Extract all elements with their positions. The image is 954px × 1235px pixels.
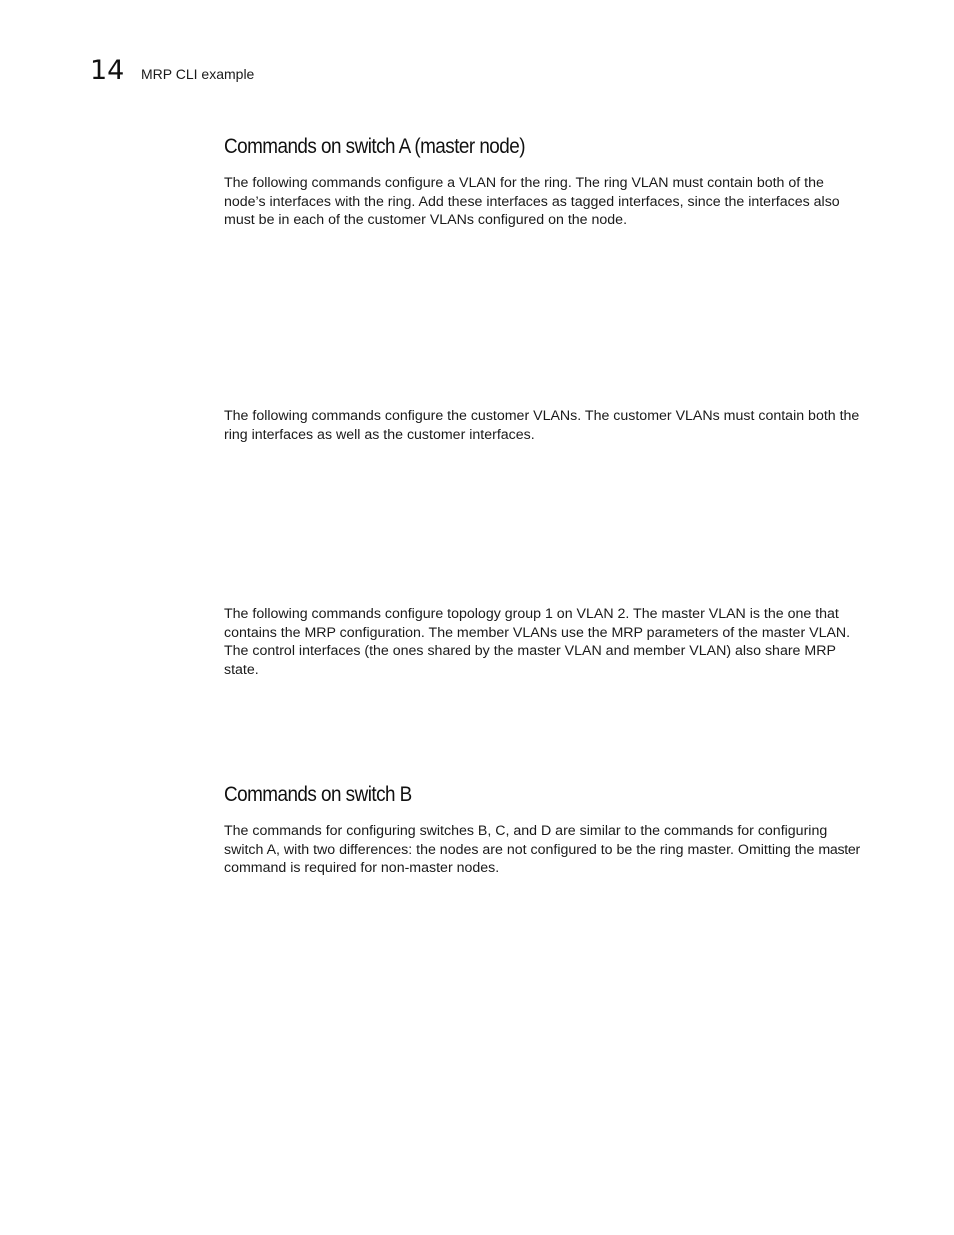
- running-header: MRP CLI example: [141, 66, 255, 82]
- paragraph-switch-b-text-before: The commands for configuring switches B, C, and D are similar to the commands for configuring switch A, with two differences: the nodes are not configured to be the ring master. Omitting the: [224, 823, 828, 858]
- paragraph-customer-vlans: The following commands configure the customer VLANs. The customer VLANs must contain both the ring interfaces as well as the customer interfaces.: [224, 408, 860, 443]
- paragraph-switch-b-text-after: command is required for non-master nodes.: [224, 860, 500, 877]
- section-heading-switch-b: Commands on switch B: [224, 783, 412, 806]
- command-master: master: [818, 841, 860, 858]
- chapter-number: 14: [90, 55, 125, 86]
- paragraph-switch-b: [224, 822, 869, 878]
- paragraph-topology-group: The following commands configure topology group 1 on VLAN 2. The master VLAN is the one that contains the MRP configuration. The member VLANs use the MRP parameters of the master VLAN. The control interfaces (the ones shared by the master VLAN and member VLAN) also share MRP state.: [224, 606, 851, 679]
- section-heading-switch-a: Commands on switch A (master node): [224, 135, 525, 158]
- paragraph-ring-vlan: The following commands configure a VLAN for the ring. The ring VLAN must contain both of the node’s interfaces with the ring. Add these interfaces as tagged interfaces, since the interfaces also must be in each of the customer VLANs configured on the node.: [224, 175, 840, 229]
